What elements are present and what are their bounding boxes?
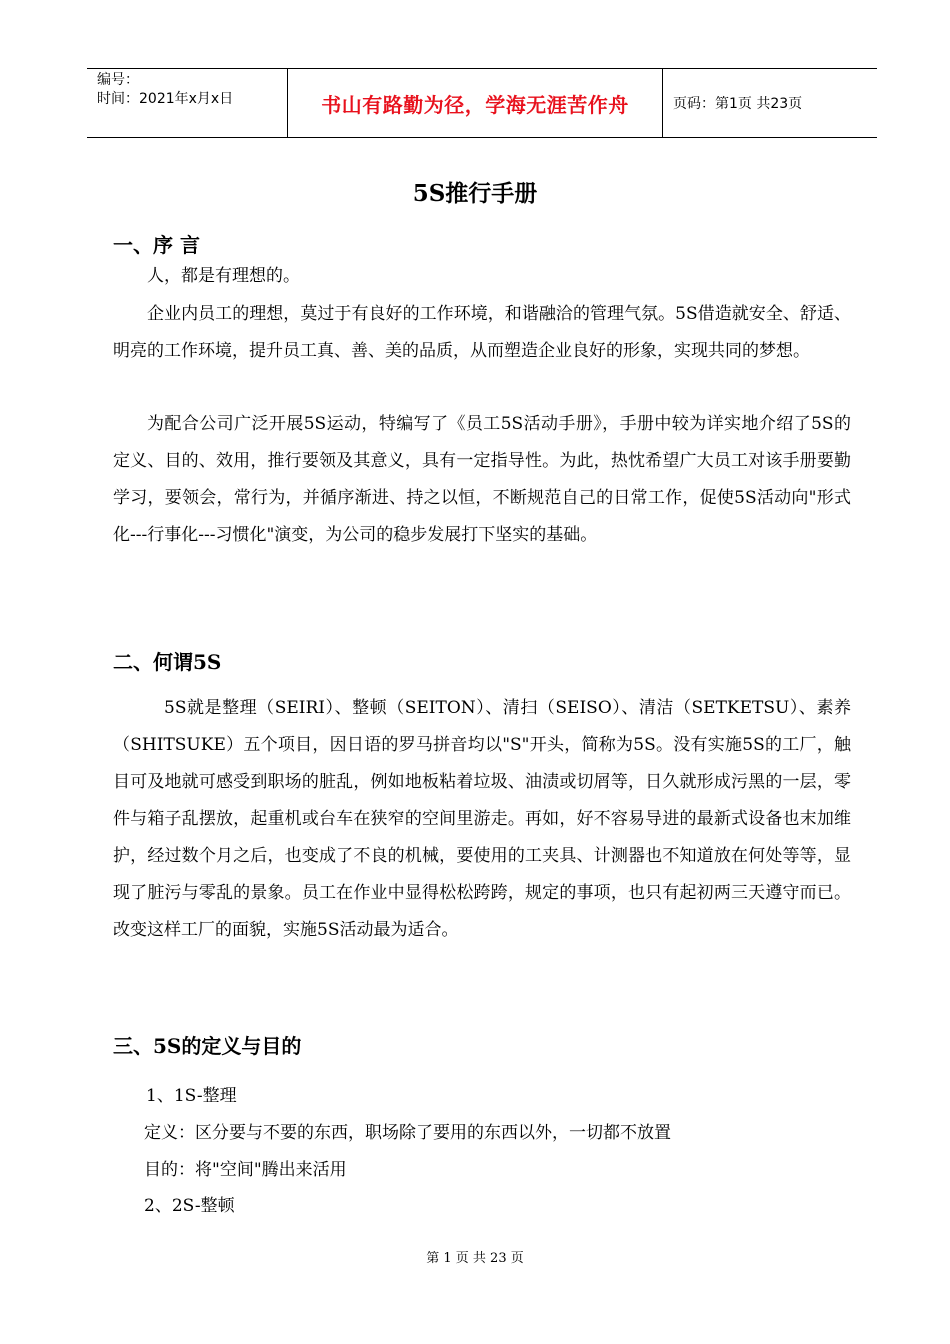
header-page-info: 页码：第1页 共23页 xyxy=(673,96,803,112)
item-1s: 1、1S-整理 xyxy=(146,1086,237,1106)
preface-paragraph-1: 人，都是有理想的。 xyxy=(147,266,300,286)
document-title: 5S推行手册 xyxy=(412,180,538,207)
page-footer: 第 1 页 共 23 页 xyxy=(426,1251,524,1266)
item-1s-goal: 目的：将"空间"腾出来活用 xyxy=(144,1160,347,1180)
preface-paragraph-2: 企业内员工的理想，莫过于有良好的工作环境，和谐融洽的管理气氛。5S借造就安全、舒适、明亮的工作环境，提升员工真、善、美的品质，从而塑造企业良好的形象，实现共同的梦想。 xyxy=(113,304,851,361)
header-motto: 书山有路勤为径，学海无涯苦作舟 xyxy=(287,69,663,137)
preface-paragraph-3: 为配合公司广泛开展5S运动，特编写了《员工5S活动手册》，手册中较为详实地介绍了5S的定义、目的、效用，推行要领及其意义，具有一定指导性。为此，热忱希望广大员工对该手册要勤学习，要领会，常行为，并循序渐进、持之以恒，不断规范自己的日常工作，促使5S活动向"形式化---行事化---习惯化"演变，为公司的稳步发展打下坚实的基础。 xyxy=(113,414,851,545)
time-label: 时间：2021年x月x日 xyxy=(97,91,234,107)
item-2s: 2、2S-整顿 xyxy=(144,1196,235,1216)
section-heading-what-is-5s: 二、何谓5S xyxy=(113,650,222,674)
section-heading-definition: 三、5S的定义与目的 xyxy=(113,1034,302,1058)
number-label: 编号： xyxy=(97,72,139,88)
what-is-5s-paragraph: 5S就是整理（SEIRI）、整顿（SEITON）、清扫（SEISO）、清洁（SETKETSU）、素养（SHITSUKE）五个项目，因日语的罗马拼音均以"S"开头，简称为5S。没有实施5S的工厂，触目可及地就可感受到职场的脏乱，例如地板粘着垃圾、油渍或切屑等，日久就形成污黑的一层，零件与箱子乱摆放，起重机或台车在狭窄的空间里游走。再如，好不容易导进的最新式设备也末加维护，经过数个月之后，也变成了不良的机械，要使用的工夹具、计测器也不知道放在何处等等，显现了脏污与零乱的景象。员工在作业中显得松松跨跨，规定的事项，也只有起初两三天遵守而已。改变这样工厂的面貌，实施5S活动最为适合。 xyxy=(113,698,851,940)
section-heading-preface: 一、序 言 xyxy=(113,233,200,257)
header-table xyxy=(87,68,877,138)
header-meta xyxy=(87,69,287,137)
item-1s-definition: 定义：区分要与不要的东西，职场除了要用的东西以外，一切都不放置 xyxy=(144,1123,671,1143)
